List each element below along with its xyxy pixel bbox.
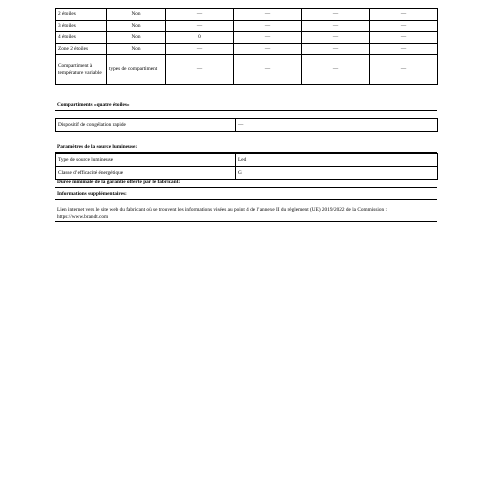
value-cell: 0 [166, 32, 234, 44]
compartment-label: Zone 2 étoiles [56, 43, 107, 55]
rapid-freeze-table [55, 118, 438, 132]
light-source-type-label: Type de source lumineuse [56, 154, 236, 167]
compartment-label: 3 étoiles [56, 20, 107, 32]
value-cell: — [302, 55, 370, 85]
value-cell: — [234, 9, 302, 21]
value-cell: — [302, 32, 370, 44]
compartment-type: types de compartiment [107, 55, 166, 85]
value-cell: — [302, 43, 370, 55]
value-cell: — [302, 9, 370, 21]
value-cell: — [234, 55, 302, 85]
value-cell: — [370, 9, 438, 21]
table-row [56, 119, 438, 132]
value-cell: — [166, 9, 234, 21]
compartment-label: 4 étoiles [56, 32, 107, 44]
table-row [56, 9, 438, 21]
compartment-label: 2 étoiles [56, 9, 107, 21]
value-cell: — [234, 32, 302, 44]
value-cell: — [370, 43, 438, 55]
light-source-section-title: Paramètres de la source lumineuse: [55, 143, 437, 153]
table-row [56, 32, 438, 44]
warranty-title: Durée minimale de la garantie offerte par le fabricant: [55, 178, 437, 188]
energy-class-value: G [236, 167, 438, 180]
star-compartment-table [55, 8, 438, 85]
light-source-type-value: Led [236, 154, 438, 167]
rapid-freeze-value: — [236, 119, 438, 132]
table-row [56, 154, 438, 167]
compartment-type: Non [107, 43, 166, 55]
additional-info-title: Informations supplémentaires: [55, 190, 437, 200]
table-row [56, 43, 438, 55]
table-row [56, 20, 438, 32]
compartment-label: Compartiment à température variable [56, 55, 107, 85]
value-cell: — [234, 20, 302, 32]
rapid-freeze-label: Dispositif de congélation rapide [56, 119, 236, 132]
value-cell: — [370, 55, 438, 85]
four-star-section-title: Compartiments «quatre étoiles» [55, 101, 437, 111]
value-cell: — [166, 20, 234, 32]
compartment-type: Non [107, 32, 166, 44]
light-source-table [55, 153, 438, 180]
energy-class-label: Classe d’efficacité énergétique [56, 167, 236, 180]
value-cell: — [166, 43, 234, 55]
value-cell: — [302, 20, 370, 32]
value-cell: — [234, 43, 302, 55]
value-cell: — [166, 55, 234, 85]
value-cell: — [370, 32, 438, 44]
compartment-type: Non [107, 20, 166, 32]
manufacturer-link-note: Lien internet vers le site web du fabricant où se trouvent les informations visées au point 4 de l’annexe II du règlement (UE) 2019/2022 de la Commission : https://www.brandt.com [55, 207, 437, 222]
compartment-type: Non [107, 9, 166, 21]
table-row [56, 55, 438, 85]
value-cell: — [370, 20, 438, 32]
